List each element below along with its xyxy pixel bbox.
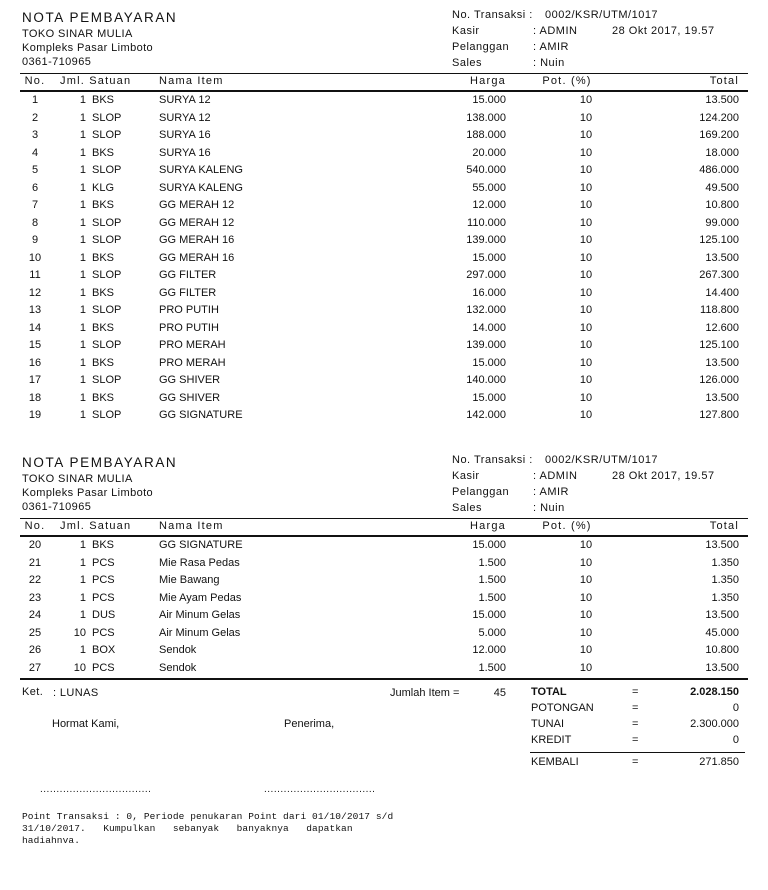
item-total: 13.500 bbox=[705, 539, 739, 551]
item-quantity: 1 bbox=[79, 216, 86, 229]
table-row bbox=[0, 392, 768, 409]
item-number: 7 bbox=[31, 199, 39, 211]
cashier-label: Kasir bbox=[452, 470, 480, 482]
ket-value: : LUNAS bbox=[53, 687, 99, 699]
item-unit: PCS bbox=[92, 574, 115, 586]
item-discount: 10 bbox=[579, 661, 593, 674]
item-total: 124.200 bbox=[699, 111, 739, 124]
receipt-title: NOTA PEMBAYARAN bbox=[22, 455, 178, 470]
table-row bbox=[0, 199, 768, 216]
item-unit: PCS bbox=[92, 556, 115, 569]
item-price: 15.000 bbox=[472, 251, 506, 264]
customer-label: Pelanggan bbox=[452, 486, 510, 498]
item-unit: BKS bbox=[92, 251, 115, 264]
table-row bbox=[0, 574, 768, 591]
item-number: 26 bbox=[28, 644, 42, 656]
item-discount: 10 bbox=[579, 339, 593, 351]
kredit-value: 0 bbox=[732, 734, 739, 746]
item-price: 139.000 bbox=[466, 339, 506, 351]
customer-value: : AMIR bbox=[533, 486, 570, 498]
customer-label: Pelanggan bbox=[452, 41, 510, 53]
item-unit: PCS bbox=[92, 591, 115, 604]
item-total: 13.500 bbox=[705, 391, 739, 404]
item-price: 1.500 bbox=[478, 661, 506, 674]
item-total: 169.200 bbox=[699, 129, 739, 141]
point-note-line-2: 31/10/2017. Kumpulkan sebanyak banyaknya dapatkan bbox=[22, 823, 353, 834]
item-total: 125.100 bbox=[699, 234, 739, 246]
receipt-title: NOTA PEMBAYARAN bbox=[22, 10, 178, 25]
divider bbox=[20, 678, 748, 680]
divider bbox=[20, 535, 748, 537]
kredit-label: KREDIT bbox=[531, 734, 572, 746]
table-row bbox=[0, 234, 768, 251]
item-number: 16 bbox=[28, 356, 42, 369]
equals-sign: = bbox=[632, 686, 639, 698]
item-discount: 10 bbox=[579, 286, 593, 299]
item-number: 4 bbox=[31, 146, 39, 159]
table-row bbox=[0, 304, 768, 321]
item-number: 12 bbox=[28, 286, 42, 299]
item-number: 25 bbox=[28, 626, 42, 639]
item-total: 13.500 bbox=[705, 356, 739, 369]
item-number: 2 bbox=[31, 111, 39, 124]
sales-value: : Nuin bbox=[533, 502, 565, 514]
table-row bbox=[0, 147, 768, 164]
item-discount: 10 bbox=[579, 644, 593, 656]
table-row bbox=[0, 374, 768, 391]
item-name: GG SIGNATURE bbox=[159, 409, 243, 421]
item-discount: 10 bbox=[579, 111, 593, 124]
item-quantity: 1 bbox=[79, 164, 86, 176]
item-discount: 10 bbox=[579, 374, 593, 386]
item-number: 10 bbox=[28, 251, 42, 264]
table-row bbox=[0, 357, 768, 374]
equals-sign: = bbox=[632, 718, 639, 730]
item-unit: SLOP bbox=[92, 129, 122, 141]
item-unit: BKS bbox=[92, 286, 115, 299]
jumlah-item-value: 45 bbox=[493, 687, 506, 699]
col-nama-item: Nama Item bbox=[159, 75, 224, 87]
transaction-number: 0002/KSR/UTM/1017 bbox=[545, 9, 659, 21]
item-unit: BKS bbox=[92, 356, 115, 369]
item-quantity: 1 bbox=[79, 269, 86, 281]
item-unit: SLOP bbox=[92, 234, 122, 246]
item-total: 1.350 bbox=[711, 574, 739, 586]
divider bbox=[530, 752, 745, 753]
table-row bbox=[0, 339, 768, 356]
item-name: GG MERAH 12 bbox=[159, 216, 235, 229]
item-discount: 10 bbox=[579, 539, 593, 551]
potongan-label: POTONGAN bbox=[531, 702, 594, 714]
item-discount: 10 bbox=[579, 199, 593, 211]
item-discount: 10 bbox=[579, 216, 593, 229]
item-total: 10.800 bbox=[705, 199, 739, 211]
table-row bbox=[0, 592, 768, 609]
item-name: SURYA 16 bbox=[159, 146, 211, 159]
col-harga: Harga bbox=[470, 75, 506, 87]
signature-line-penerima: .................................. bbox=[264, 784, 376, 795]
item-name: Air Minum Gelas bbox=[159, 626, 241, 639]
divider bbox=[20, 518, 748, 519]
item-name: PRO MERAH bbox=[159, 339, 226, 351]
item-discount: 10 bbox=[579, 391, 593, 404]
store-address: Kompleks Pasar Limboto bbox=[22, 42, 154, 54]
item-number: 1 bbox=[31, 94, 39, 106]
hormat-kami: Hormat Kami, bbox=[52, 718, 120, 730]
table-row bbox=[0, 94, 768, 111]
table-row bbox=[0, 557, 768, 574]
item-total: 13.500 bbox=[705, 251, 739, 264]
item-total: 267.300 bbox=[699, 269, 739, 281]
cashier-value: : ADMIN bbox=[533, 470, 578, 482]
point-note-line-1: Point Transaksi : 0, Periode penukaran Point dari 01/10/2017 s/d bbox=[22, 811, 394, 822]
item-price: 1.500 bbox=[478, 591, 506, 604]
col-nama-item: Nama Item bbox=[159, 520, 224, 532]
item-name: Mie Rasa Pedas bbox=[159, 556, 240, 569]
item-quantity: 1 bbox=[79, 286, 86, 299]
col-jml-satuan: Jml. Satuan bbox=[60, 75, 132, 87]
item-name: SURYA KALENG bbox=[159, 181, 243, 194]
item-price: 15.000 bbox=[472, 391, 506, 404]
item-number: 18 bbox=[28, 391, 42, 404]
item-unit: BOX bbox=[92, 644, 116, 656]
item-price: 20.000 bbox=[472, 146, 506, 159]
item-number: 23 bbox=[28, 591, 42, 604]
item-unit: BKS bbox=[92, 539, 115, 551]
item-price: 297.000 bbox=[466, 269, 506, 281]
item-total: 127.800 bbox=[699, 409, 739, 421]
item-total: 99.000 bbox=[705, 216, 739, 229]
col-jml-satuan: Jml. Satuan bbox=[60, 520, 132, 532]
item-quantity: 1 bbox=[79, 304, 86, 316]
item-quantity: 1 bbox=[79, 591, 86, 604]
item-total: 49.500 bbox=[705, 181, 739, 194]
item-discount: 10 bbox=[579, 181, 593, 194]
col-total: Total bbox=[709, 520, 739, 532]
item-name: GG SHIVER bbox=[159, 374, 221, 386]
divider bbox=[20, 90, 748, 92]
item-price: 15.000 bbox=[472, 94, 506, 106]
item-quantity: 1 bbox=[79, 251, 86, 264]
item-name: GG SIGNATURE bbox=[159, 539, 243, 551]
item-name: SURYA 12 bbox=[159, 111, 211, 124]
item-unit: SLOP bbox=[92, 216, 122, 229]
item-number: 15 bbox=[28, 339, 42, 351]
item-unit: BKS bbox=[92, 146, 115, 159]
signature-line-hormat: .................................. bbox=[40, 784, 152, 795]
item-quantity: 1 bbox=[79, 234, 86, 246]
item-total: 18.000 bbox=[705, 146, 739, 159]
item-quantity: 1 bbox=[79, 391, 86, 404]
item-unit: BKS bbox=[92, 199, 115, 211]
item-unit: BKS bbox=[92, 391, 115, 404]
item-price: 142.000 bbox=[466, 409, 506, 421]
item-number: 20 bbox=[28, 539, 42, 551]
table-row bbox=[0, 129, 768, 146]
table-row bbox=[0, 539, 768, 556]
item-price: 12.000 bbox=[472, 644, 506, 656]
item-discount: 10 bbox=[579, 409, 593, 421]
sales-label: Sales bbox=[452, 57, 483, 69]
item-name: Mie Ayam Pedas bbox=[159, 591, 242, 604]
item-discount: 10 bbox=[579, 304, 593, 316]
transaction-number: 0002/KSR/UTM/1017 bbox=[545, 454, 659, 466]
item-unit: BKS bbox=[92, 94, 115, 106]
ket-label: Ket. bbox=[22, 686, 44, 698]
sales-label: Sales bbox=[452, 502, 483, 514]
item-name: PRO PUTIH bbox=[159, 321, 219, 334]
item-name: SURYA KALENG bbox=[159, 164, 243, 176]
item-total: 118.800 bbox=[700, 304, 739, 316]
item-price: 12.000 bbox=[472, 199, 506, 211]
item-quantity: 1 bbox=[79, 609, 86, 621]
item-discount: 10 bbox=[579, 234, 593, 246]
item-name: Sendok bbox=[159, 644, 197, 656]
item-total: 1.350 bbox=[711, 591, 739, 604]
item-quantity: 1 bbox=[79, 146, 86, 159]
table-row bbox=[0, 182, 768, 199]
item-quantity: 1 bbox=[79, 321, 86, 334]
col-potongan: Pot. (%) bbox=[542, 75, 592, 87]
item-number: 8 bbox=[31, 216, 39, 229]
transaction-datetime: 28 Okt 2017, 19.57 bbox=[612, 470, 715, 482]
item-price: 15.000 bbox=[472, 609, 506, 621]
item-number: 19 bbox=[28, 409, 42, 421]
item-number: 6 bbox=[31, 181, 39, 194]
table-row bbox=[0, 217, 768, 234]
item-unit: SLOP bbox=[92, 339, 122, 351]
item-unit: SLOP bbox=[92, 111, 122, 124]
cashier-value: : ADMIN bbox=[533, 25, 578, 37]
item-quantity: 1 bbox=[79, 644, 86, 656]
table-row bbox=[0, 609, 768, 626]
item-quantity: 10 bbox=[73, 626, 86, 639]
item-name: SURYA 12 bbox=[159, 94, 211, 106]
item-number: 11 bbox=[29, 269, 41, 281]
item-discount: 10 bbox=[579, 94, 593, 106]
item-price: 55.000 bbox=[472, 181, 506, 194]
item-total: 1.350 bbox=[711, 556, 739, 569]
item-number: 3 bbox=[31, 129, 39, 141]
col-no: No. bbox=[24, 75, 46, 87]
item-price: 1.500 bbox=[478, 574, 506, 586]
cashier-label: Kasir bbox=[452, 25, 480, 37]
item-quantity: 1 bbox=[79, 129, 86, 141]
item-unit: KLG bbox=[92, 181, 115, 194]
store-phone: 0361-710965 bbox=[22, 56, 92, 68]
item-total: 126.000 bbox=[699, 374, 739, 386]
item-price: 132.000 bbox=[466, 304, 506, 316]
table-row bbox=[0, 287, 768, 304]
kembali-label: KEMBALI bbox=[531, 756, 579, 768]
table-row bbox=[0, 409, 768, 426]
item-quantity: 1 bbox=[79, 374, 86, 386]
col-harga: Harga bbox=[470, 520, 506, 532]
item-total: 14.400 bbox=[705, 286, 739, 299]
item-total: 10.800 bbox=[705, 644, 739, 656]
item-number: 9 bbox=[31, 234, 39, 246]
item-quantity: 1 bbox=[79, 94, 86, 106]
item-name: Mie Bawang bbox=[159, 574, 220, 586]
item-discount: 10 bbox=[579, 146, 593, 159]
jumlah-item-label: Jumlah Item = bbox=[390, 687, 460, 699]
customer-value: : AMIR bbox=[533, 41, 570, 53]
item-quantity: 1 bbox=[79, 199, 86, 211]
item-discount: 10 bbox=[579, 356, 593, 369]
table-row bbox=[0, 164, 768, 181]
kembali-value: 271.850 bbox=[699, 756, 739, 768]
item-price: 1.500 bbox=[478, 556, 506, 569]
item-price: 110.000 bbox=[467, 216, 506, 229]
store-name: TOKO SINAR MULIA bbox=[22, 473, 133, 485]
item-name: PRO PUTIH bbox=[159, 304, 219, 316]
equals-sign: = bbox=[632, 756, 639, 768]
item-price: 15.000 bbox=[472, 539, 506, 551]
store-name: TOKO SINAR MULIA bbox=[22, 28, 133, 40]
item-number: 13 bbox=[28, 304, 42, 316]
item-quantity: 1 bbox=[79, 181, 86, 194]
table-row bbox=[0, 662, 768, 679]
item-price: 15.000 bbox=[472, 356, 506, 369]
item-quantity: 1 bbox=[79, 356, 86, 369]
col-total: Total bbox=[709, 75, 739, 87]
item-discount: 10 bbox=[579, 556, 593, 569]
point-note bbox=[22, 811, 393, 847]
equals-sign: = bbox=[632, 702, 639, 714]
item-name: GG MERAH 16 bbox=[159, 251, 235, 264]
point-note-line-3: hadiahnva. bbox=[22, 835, 81, 846]
equals-sign: = bbox=[632, 734, 639, 746]
item-name: PRO MERAH bbox=[159, 356, 226, 369]
item-price: 540.000 bbox=[466, 164, 506, 176]
table-row bbox=[0, 644, 768, 661]
item-discount: 10 bbox=[579, 591, 593, 604]
item-total: 13.500 bbox=[705, 94, 739, 106]
sales-value: : Nuin bbox=[533, 57, 565, 69]
item-discount: 10 bbox=[579, 269, 593, 281]
transaction-label: No. Transaksi : bbox=[452, 9, 533, 21]
item-number: 24 bbox=[28, 609, 42, 621]
item-price: 139.000 bbox=[466, 234, 506, 246]
item-total: 486.000 bbox=[699, 164, 739, 176]
tunai-value: 2.300.000 bbox=[690, 718, 739, 730]
total-label: TOTAL bbox=[531, 686, 567, 698]
tunai-label: TUNAI bbox=[531, 718, 564, 730]
item-unit: SLOP bbox=[92, 409, 122, 421]
item-discount: 10 bbox=[579, 626, 593, 639]
item-discount: 10 bbox=[579, 129, 593, 141]
item-price: 14.000 bbox=[472, 321, 506, 334]
item-discount: 10 bbox=[579, 164, 593, 176]
table-row bbox=[0, 627, 768, 644]
item-name: Sendok bbox=[159, 661, 197, 674]
penerima: Penerima, bbox=[284, 718, 335, 730]
item-name: GG MERAH 16 bbox=[159, 234, 235, 246]
item-discount: 10 bbox=[579, 321, 593, 334]
item-price: 5.000 bbox=[478, 626, 506, 639]
table-row bbox=[0, 269, 768, 286]
item-quantity: 1 bbox=[79, 539, 86, 551]
item-discount: 10 bbox=[579, 251, 593, 264]
item-name: SURYA 16 bbox=[159, 129, 211, 141]
item-price: 188.000 bbox=[466, 129, 506, 141]
item-price: 140.000 bbox=[466, 374, 506, 386]
table-row bbox=[0, 322, 768, 339]
item-unit: PCS bbox=[92, 626, 115, 639]
item-quantity: 1 bbox=[79, 339, 86, 351]
item-unit: SLOP bbox=[92, 164, 122, 176]
potongan-value: 0 bbox=[732, 702, 739, 714]
transaction-label: No. Transaksi : bbox=[452, 454, 533, 466]
store-address: Kompleks Pasar Limboto bbox=[22, 487, 154, 499]
item-quantity: 1 bbox=[79, 409, 86, 421]
item-unit: DUS bbox=[92, 609, 116, 621]
total-value: 2.028.150 bbox=[690, 686, 739, 698]
item-number: 21 bbox=[28, 556, 42, 569]
item-unit: BKS bbox=[92, 321, 115, 334]
item-total: 125.100 bbox=[699, 339, 739, 351]
item-quantity: 1 bbox=[79, 574, 86, 586]
item-quantity: 1 bbox=[79, 556, 86, 569]
item-price: 138.000 bbox=[466, 111, 506, 124]
table-row bbox=[0, 252, 768, 269]
item-discount: 10 bbox=[579, 609, 593, 621]
item-total: 12.600 bbox=[705, 321, 739, 334]
item-unit: SLOP bbox=[92, 269, 122, 281]
item-name: GG SHIVER bbox=[159, 391, 221, 404]
item-unit: SLOP bbox=[92, 374, 122, 386]
item-number: 17 bbox=[28, 374, 42, 386]
transaction-datetime: 28 Okt 2017, 19.57 bbox=[612, 25, 715, 37]
store-phone: 0361-710965 bbox=[22, 501, 92, 513]
item-number: 27 bbox=[28, 661, 42, 674]
item-name: GG FILTER bbox=[159, 269, 217, 281]
item-name: GG FILTER bbox=[159, 286, 217, 299]
col-no: No. bbox=[24, 520, 46, 532]
item-total: 13.500 bbox=[705, 609, 739, 621]
item-unit: PCS bbox=[92, 661, 115, 674]
item-number: 22 bbox=[28, 574, 42, 586]
item-unit: SLOP bbox=[92, 304, 122, 316]
item-discount: 10 bbox=[579, 574, 593, 586]
item-total: 13.500 bbox=[705, 661, 739, 674]
item-total: 45.000 bbox=[705, 626, 739, 639]
item-price: 16.000 bbox=[472, 286, 506, 299]
item-number: 14 bbox=[28, 321, 42, 334]
divider bbox=[20, 73, 748, 74]
table-row bbox=[0, 112, 768, 129]
item-name: GG MERAH 12 bbox=[159, 199, 235, 211]
col-potongan: Pot. (%) bbox=[542, 520, 592, 532]
item-quantity: 1 bbox=[79, 111, 86, 124]
item-number: 5 bbox=[31, 164, 39, 176]
item-quantity: 10 bbox=[73, 661, 86, 674]
item-name: Air Minum Gelas bbox=[159, 609, 241, 621]
